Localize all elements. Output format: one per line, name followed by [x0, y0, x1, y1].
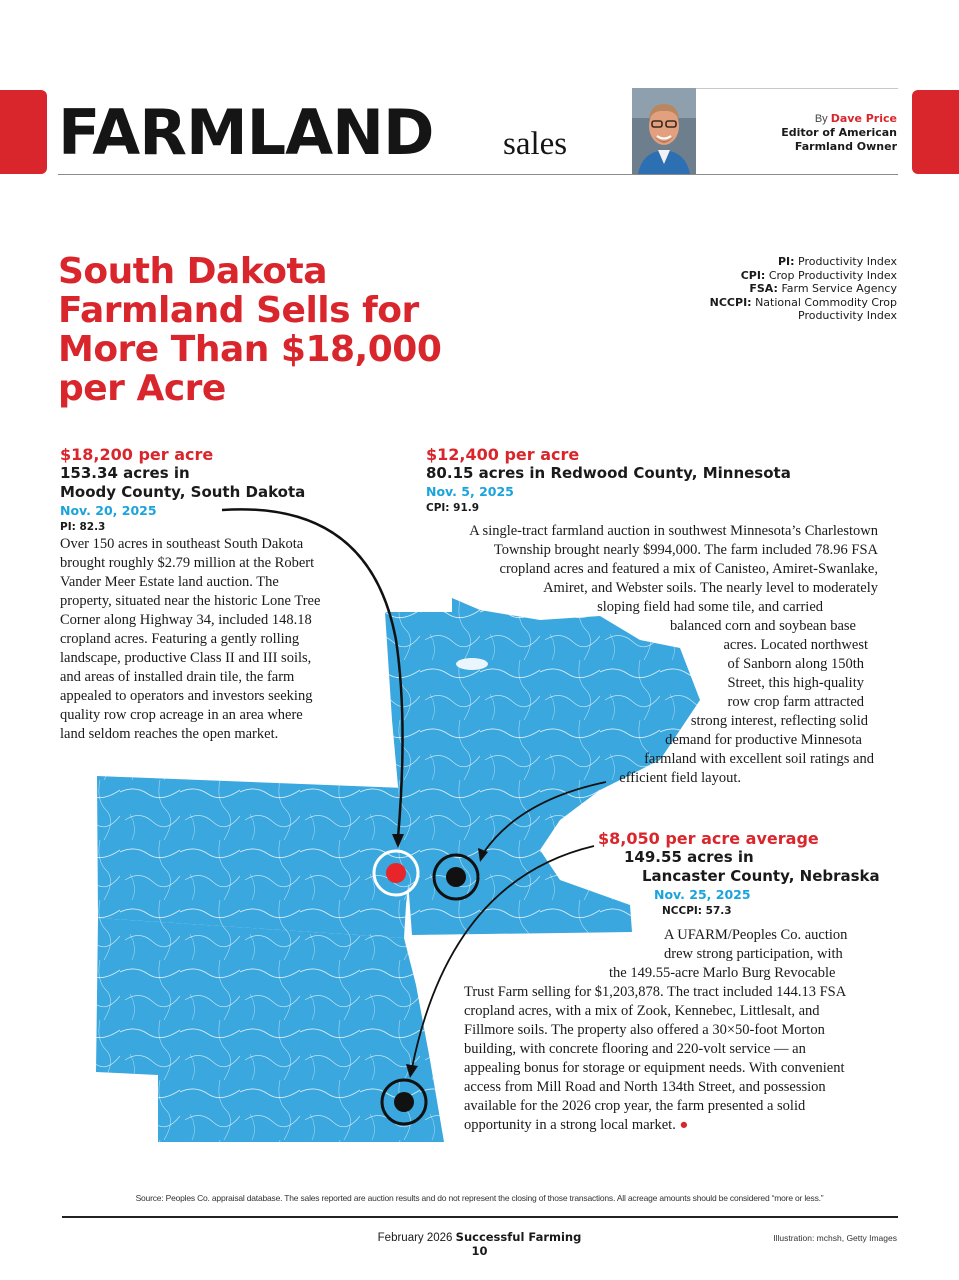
legend-item: CPI: Crop Productivity Index	[740, 268, 897, 282]
byline-role-1: Editor of American	[781, 126, 897, 139]
body-line: property, situated near the historic Lone Tree	[60, 593, 321, 609]
body-line: Vander Meer Estate land auction. The	[60, 574, 279, 590]
body-line: sloping field had some tile, and carried	[597, 599, 823, 615]
body-line: efficient field layout.	[619, 770, 741, 786]
sale-body	[60, 535, 400, 744]
sale-price: $18,200 per acre	[60, 445, 214, 464]
sale-nebraska-body	[464, 926, 894, 1135]
legend-item: Productivity Index	[798, 309, 897, 322]
body-line: cropland acres. Featuring a gently rolling	[60, 631, 300, 647]
body-line: cropland acres and featured a mix of Canisteo, Amiret-Swanlake,	[499, 561, 878, 577]
section-subtitle: sales	[503, 126, 568, 162]
headline-line: per Acre	[58, 368, 226, 409]
footer-rule	[62, 1216, 898, 1218]
body-line: Over 150 acres in southeast South Dakota	[60, 536, 304, 552]
headline-line: More Than $18,000	[58, 329, 442, 370]
sale-date: Nov. 5, 2025	[426, 484, 514, 499]
body-line: land seldom reaches the open market.	[60, 726, 279, 742]
body-line: the 149.55-acre Marlo Burg Revocable	[609, 965, 836, 981]
sale-acres: 153.34 acres in	[60, 464, 190, 482]
sale-south-dakota	[60, 446, 400, 744]
byline-by: By	[814, 113, 828, 125]
byline-role-2: Farmland Owner	[794, 140, 897, 153]
sale-date: Nov. 25, 2025	[654, 887, 751, 902]
end-mark-icon: ●	[679, 1117, 689, 1133]
page-number: 10	[471, 1244, 488, 1258]
body-line: and areas of installed drain tile, the farm	[60, 669, 295, 685]
body-line: available for the 2026 crop year, the farm presented a solid	[464, 1098, 806, 1114]
body-line-last: opportunity in a strong local market. ●	[464, 1117, 689, 1133]
body-line: Corner along Highway 34, included 148.18	[60, 612, 312, 628]
body-line: balanced corn and soybean base	[669, 618, 856, 634]
body-line: quality row crop acreage in an area where	[60, 707, 303, 723]
body-line: acres. Located northwest	[723, 637, 868, 653]
issue-date: February 2026	[377, 1232, 453, 1244]
body-line: drew strong participation, with	[664, 946, 843, 962]
body-line: appealed to operators and investors seeking	[60, 688, 313, 704]
body-line: access from Mill Road and North 134th Street, and possession	[464, 1079, 826, 1095]
sale-price: $12,400 per acre	[426, 445, 580, 464]
body-line: strong interest, reflecting solid	[690, 713, 868, 729]
headline-line: South Dakota	[58, 251, 328, 292]
body-line: Amiret, and Webster soils. The nearly level to moderately	[543, 580, 878, 596]
sale-index: CPI: 91.9	[426, 502, 480, 514]
body-line: demand for productive Minnesota	[665, 732, 862, 748]
legend-item: PI: Productivity Index	[777, 255, 897, 268]
illustration-credit: Illustration: mchsh, Getty Images	[773, 1233, 897, 1243]
section-title: FARMLAND	[58, 96, 434, 169]
sale-location: Moody County, South Dakota	[60, 483, 306, 501]
byline-author: Dave Price	[830, 112, 897, 125]
body-line: appealing bonus for storage or equipment needs. With convenient	[464, 1060, 845, 1076]
body-line: Township brought nearly $994,000. The farm included 78.96 FSA	[493, 542, 878, 558]
body-line: Trust Farm selling for $1,203,878. The tract included 144.13 FSA	[464, 984, 847, 1000]
sale-index: NCCPI: 57.3	[662, 905, 732, 917]
headline-line: Farmland Sells for	[58, 290, 419, 331]
sale-price: $8,050 per acre average	[598, 829, 819, 848]
body-line: landscape, productive Class II and III soils,	[60, 650, 312, 666]
body-line: brought roughly $2.79 million at the Robert	[60, 555, 315, 571]
body-line: of Sanborn along 150th	[727, 656, 864, 672]
body-line: farmland with excellent soil ratings and	[644, 751, 874, 767]
body-line: Fillmore soils. The property also offered a 30×50-foot Morton	[464, 1022, 825, 1038]
sale-acres: 80.15 acres in Redwood County, Minnesota	[426, 464, 791, 482]
body-line: A UFARM/Peoples Co. auction	[664, 927, 848, 943]
legend-item: FSA: Farm Service Agency	[749, 282, 897, 295]
source-note: Source: Peoples Co. appraisal database. The sales reported are auction results and do not represent the closing of those transactions. All acreage amounts should be considered “more or less.”	[135, 1193, 824, 1203]
sale-index: PI: 82.3	[60, 521, 106, 533]
sale-date: Nov. 20, 2025	[60, 503, 157, 518]
sale-location: Lancaster County, Nebraska	[642, 867, 880, 885]
body-line: cropland acres, with a mix of Zook, Kennebec, Littlesalt, and	[464, 1003, 820, 1019]
body-line: Street, this high-quality	[727, 675, 864, 691]
sale-nebraska	[598, 830, 898, 919]
sale-minnesota	[426, 446, 896, 516]
body-line: row crop farm attracted	[727, 694, 864, 710]
body-line: building, with concrete flooring and 220-volt service — an	[464, 1041, 806, 1057]
sale-minnesota-body	[420, 522, 878, 788]
sale-acres: 149.55 acres in	[624, 848, 754, 866]
legend-item: NCCPI: National Commodity Crop	[709, 295, 897, 309]
body-line: A single-tract farmland auction in southwest Minnesota’s Charlestown	[469, 523, 878, 539]
magazine-name: Successful Farming	[455, 1230, 582, 1244]
